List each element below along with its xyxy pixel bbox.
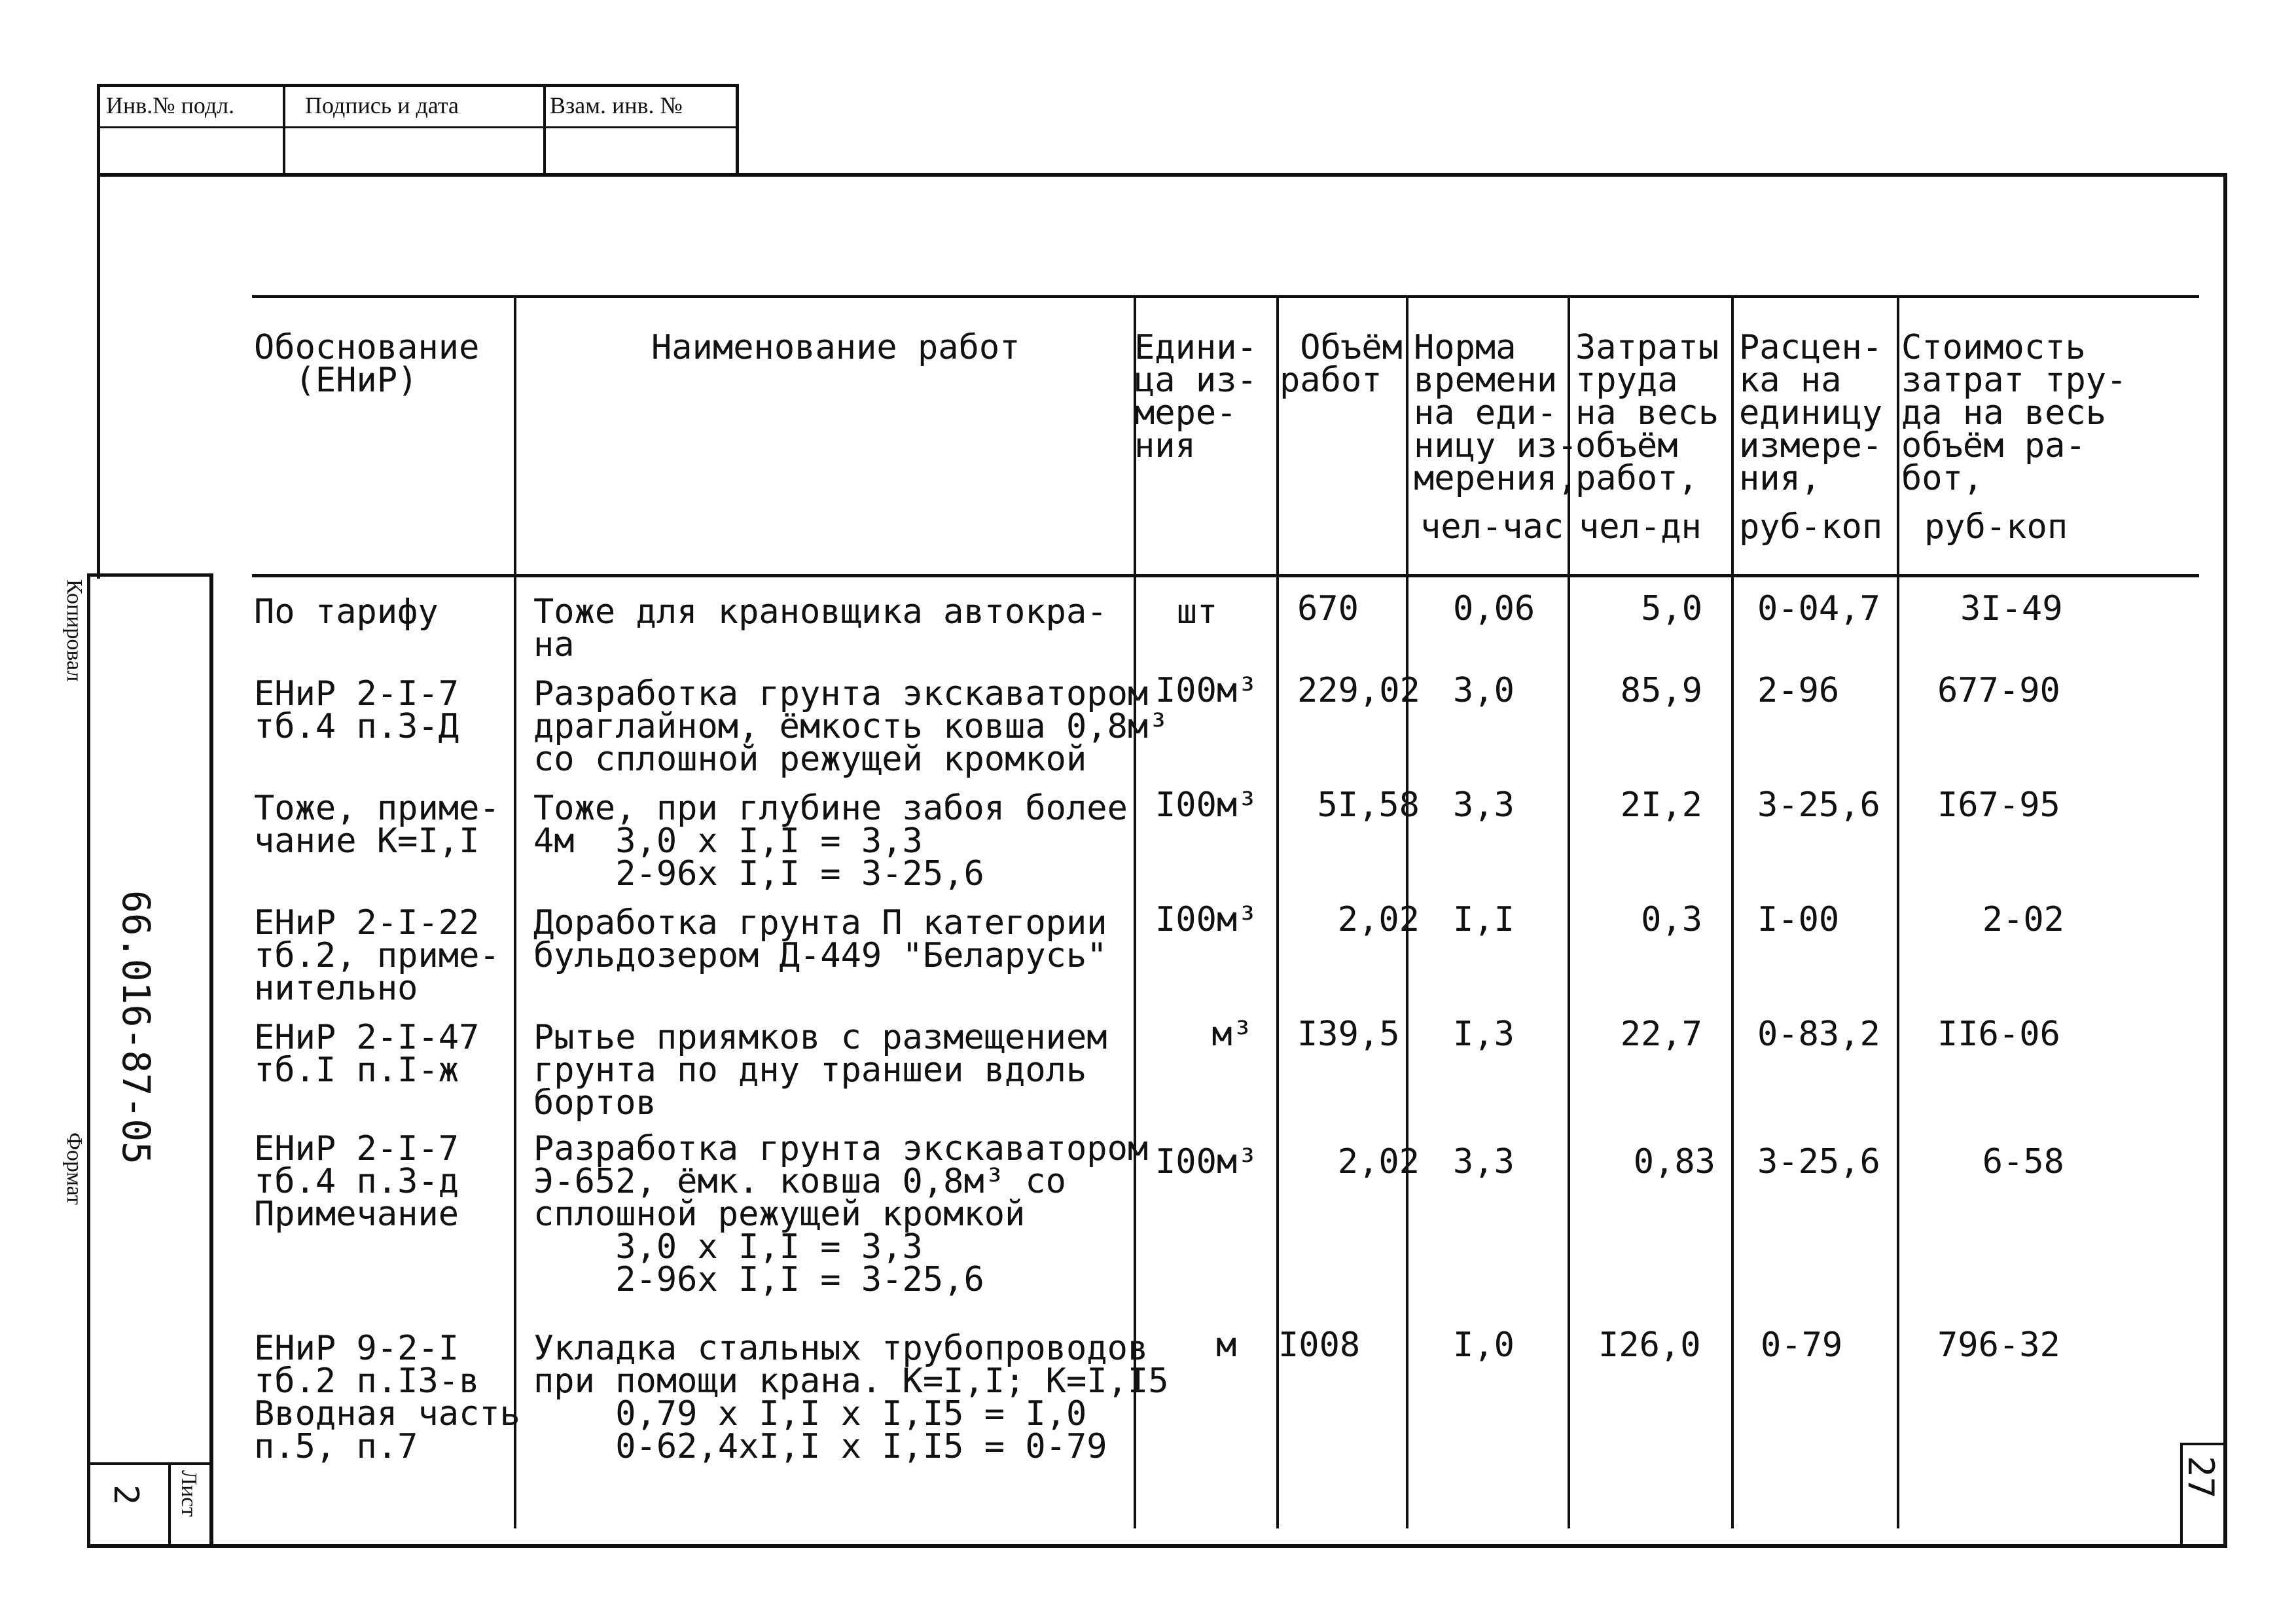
row-cost: 796-32 — [1937, 1326, 2060, 1365]
row-labor: I26,0 — [1598, 1326, 1701, 1365]
row-name: Разработка грунта экскаватором Э-652, ёмк. ковша 0,8м³ со сплошной режущей кромкой 3,0 х I,I = 3,3 2-96х I,I = 3-25,6 — [533, 1129, 1149, 1299]
row-labor: 0,83 — [1633, 1142, 1715, 1182]
header-volume: Объём работ — [1280, 328, 1403, 400]
row-volume: I39,5 — [1297, 1015, 1400, 1054]
row-basis: ЕНиР 9-2-I тб.2 п.I3-в Вводная часть п.5, п.7 — [254, 1329, 520, 1466]
header-rate-unit: руб-коп — [1739, 507, 1883, 547]
row-norm: 3,0 — [1453, 671, 1515, 710]
stamp-sign-label: Подпись и дата — [305, 92, 459, 118]
row-unit: I00м³ — [1155, 1142, 1258, 1182]
row-labor: 2I,2 — [1620, 785, 1702, 825]
row-labor: 22,7 — [1620, 1015, 1702, 1054]
row-norm: I,I — [1453, 900, 1515, 939]
row-rate: 0-79 — [1761, 1326, 1843, 1365]
row-norm: 0,06 — [1453, 589, 1535, 628]
row-cost: 677-90 — [1937, 671, 2060, 710]
header-norm-unit: чел-час — [1420, 507, 1564, 547]
row-basis: ЕНиР 2-I-22 тб.2, приме- нительно — [254, 903, 500, 1008]
row-cost: II6-06 — [1937, 1015, 2060, 1054]
row-volume: 2,02 — [1337, 900, 1420, 939]
row-name: Рытье приямков с размещением грунта по дну траншеи вдоль бортов — [533, 1018, 1107, 1123]
row-norm: I,0 — [1453, 1326, 1515, 1365]
row-volume: 229,02 — [1297, 671, 1420, 710]
row-rate: 3-25,6 — [1757, 785, 1880, 825]
row-unit: I00м³ — [1155, 785, 1258, 825]
page-number: 27 — [2180, 1456, 2221, 1499]
format-label: Формат — [62, 1132, 86, 1205]
row-cost: 6-58 — [1982, 1142, 2064, 1182]
row-cost: 3I-49 — [1960, 589, 2063, 628]
row-norm: I,3 — [1453, 1015, 1515, 1054]
header-labor: Затраты труда на весь объём работ, — [1575, 328, 1719, 498]
row-rate: 2-96 — [1757, 671, 1840, 710]
row-basis: ЕНиР 2-I-7 тб.4 п.3-д Примечание — [254, 1129, 459, 1234]
header-norm: Норма времени на еди- ницу из- мерения, — [1414, 328, 1578, 498]
row-volume: 5I,58 — [1317, 785, 1420, 825]
row-name: Тоже, при глубине забоя более 4м 3,0 х I,I = 3,3 2-96х I,I = 3-25,6 — [533, 789, 1128, 893]
row-name: Тоже для крановщика автокра- на — [533, 592, 1107, 664]
document-code: 66.016-87-05 — [114, 890, 158, 1165]
row-cost: 2-02 — [1982, 900, 2064, 939]
row-unit: м³ — [1211, 1015, 1253, 1054]
sheet-number: 2 — [106, 1485, 145, 1506]
stamp-inv-label: Инв.№ подл. — [106, 92, 235, 118]
row-labor: 5,0 — [1641, 589, 1702, 628]
row-unit: шт — [1176, 592, 1218, 632]
row-volume: 670 — [1297, 589, 1359, 628]
header-cost: Стоимость затрат тру- да на весь объём ра- бот, — [1901, 328, 2127, 498]
header-rate: Расцен- ка на единицу измере- ния, — [1739, 328, 1883, 498]
stamp-vzam-label: Взам. инв. № — [550, 92, 683, 118]
header-labor-unit: чел-дн — [1579, 507, 1702, 547]
row-basis: ЕНиР 2-I-47 тб.I п.I-ж — [254, 1018, 480, 1090]
row-unit: I00м³ — [1155, 671, 1258, 710]
row-labor: 0,3 — [1641, 900, 1702, 939]
row-volume: I008 — [1278, 1326, 1361, 1365]
row-basis: По тарифу — [254, 592, 439, 632]
row-norm: 3,3 — [1453, 1142, 1515, 1182]
row-labor: 85,9 — [1620, 671, 1702, 710]
row-unit: I00м³ — [1155, 900, 1258, 939]
row-name: Разработка грунта экскаватором драглайном, ёмкость ковша 0,8м³ со сплошной режущей кромкой — [533, 674, 1169, 779]
row-basis: Тоже, приме- чание К=I,I — [254, 789, 500, 861]
row-norm: 3,3 — [1453, 785, 1515, 825]
header-basis: Обоснование (ЕНиР) — [254, 328, 480, 400]
header-name: Наименование работ — [651, 328, 1020, 367]
sheet-label: Лист — [177, 1470, 201, 1517]
header-cost-unit: руб-коп — [1924, 507, 2068, 547]
row-rate: 0-04,7 — [1757, 589, 1880, 628]
row-name: Укладка стальных трубопроводов при помощи крана. К=I,I; К=I,I5 0,79 х I,I х I,I5 = I,0 0-62,4хI,I х I,I5 = 0-79 — [533, 1329, 1169, 1466]
row-basis: ЕНиР 2-I-7 тб.4 п.3-Д — [254, 674, 459, 746]
row-cost: I67-95 — [1937, 785, 2060, 825]
row-unit: м — [1216, 1326, 1237, 1365]
row-name: Доработка грунта П категории бульдозером Д-449 "Беларусь" — [533, 903, 1107, 975]
row-volume: 2,02 — [1337, 1142, 1420, 1182]
row-rate: I-00 — [1757, 900, 1840, 939]
row-rate: 3-25,6 — [1757, 1142, 1880, 1182]
row-rate: 0-83,2 — [1757, 1015, 1880, 1054]
header-unit: Едини- ца из- мере- ния — [1134, 328, 1257, 465]
copied-label: Копировал — [62, 579, 86, 682]
